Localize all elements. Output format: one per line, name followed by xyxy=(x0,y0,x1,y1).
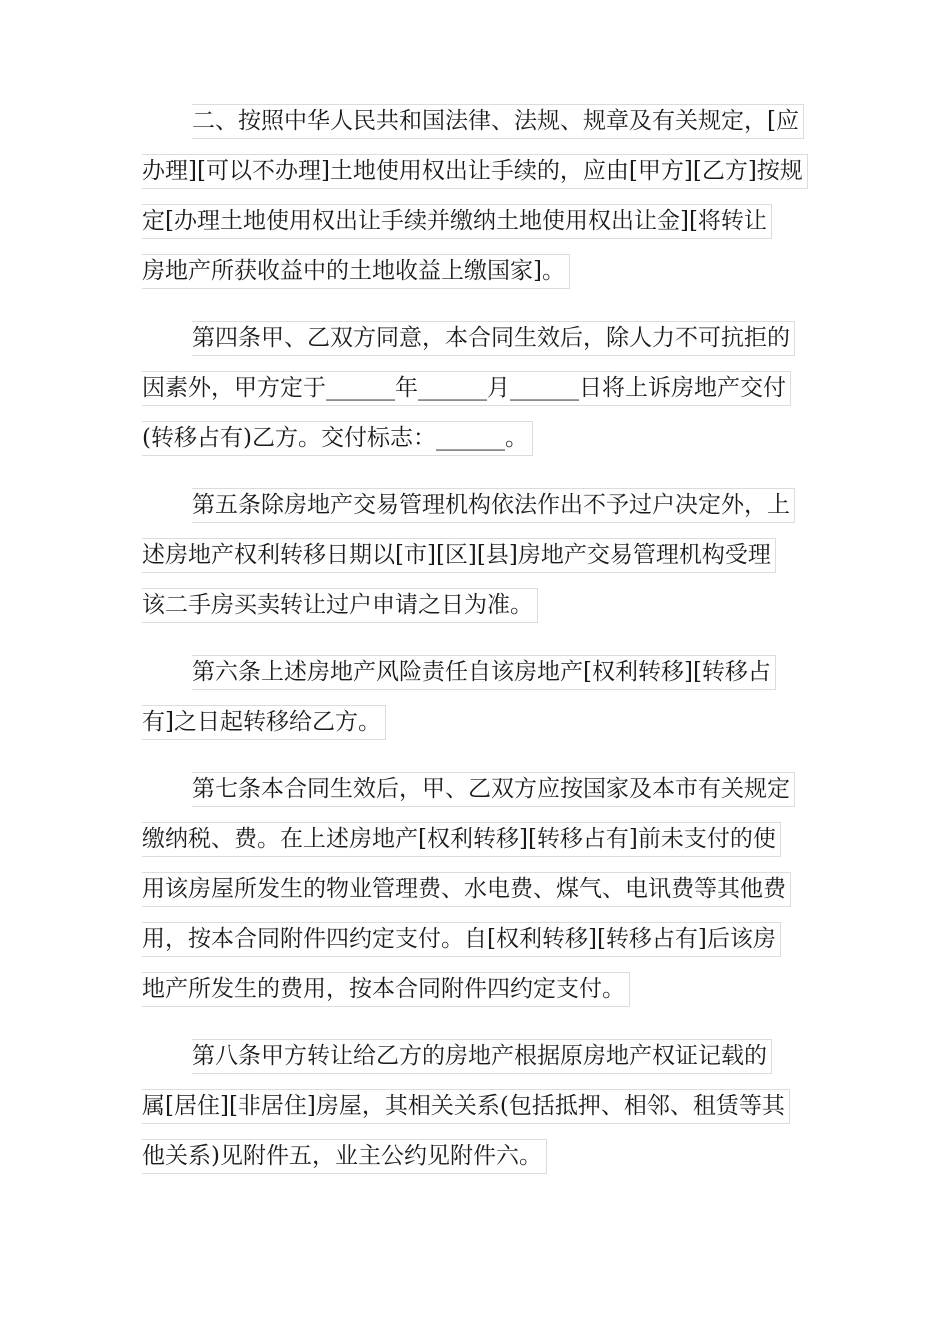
text-line: 第七条本合同生效后，甲、乙双方应按国家及本市有关规定 xyxy=(142,763,822,813)
paragraph-article-5 xyxy=(142,479,822,629)
paragraph-article-7 xyxy=(142,763,822,1013)
text-line: 述房地产权利转移日期以[市][区][县]房地产交易管理机构受理 xyxy=(142,529,822,579)
text-line: 房地产所获收益中的土地收益上缴国家]。 xyxy=(142,245,822,295)
text-line: 有]之日起转移给乙方。 xyxy=(142,696,822,746)
text-line: 第五条除房地产交易管理机构依法作出不予过户决定外，上 xyxy=(142,479,822,529)
text-line: 用，按本合同附件四约定支付。自[权利转移][转移占有]后该房 xyxy=(142,913,822,963)
text-line: 第四条甲、乙双方同意，本合同生效后，除人力不可抗拒的 xyxy=(142,312,822,362)
paragraph-land-use-rights xyxy=(142,95,822,295)
paragraph-article-8 xyxy=(142,1030,822,1180)
text-line: 因素外，甲方定于______年______月______日将上诉房地产交付 xyxy=(142,362,822,412)
text-line: 属[居住][非居住]房屋，其相关关系(包括抵押、相邻、租赁等其 xyxy=(142,1080,822,1130)
text-line: (转移占有)乙方。交付标志：______。 xyxy=(142,412,822,462)
text-line: 二、按照中华人民共和国法律、法规、规章及有关规定，[应 xyxy=(142,95,822,145)
text-line: 第六条上述房地产风险责任自该房地产[权利转移][转移占 xyxy=(142,646,822,696)
text-line: 第八条甲方转让给乙方的房地产根据原房地产权证记载的 xyxy=(142,1030,822,1080)
text-line: 该二手房买卖转让过户申请之日为准。 xyxy=(142,579,822,629)
text-line: 定[办理土地使用权出让手续并缴纳土地使用权出让金][将转让 xyxy=(142,195,822,245)
text-line: 缴纳税、费。在上述房地产[权利转移][转移占有]前未支付的使 xyxy=(142,813,822,863)
paragraph-article-6 xyxy=(142,646,822,746)
text-line: 地产所发生的费用，按本合同附件四约定支付。 xyxy=(142,963,822,1013)
text-line: 办理][可以不办理]土地使用权出让手续的，应由[甲方][乙方]按规 xyxy=(142,145,822,195)
text-line: 用该房屋所发生的物业管理费、水电费、煤气、电讯费等其他费 xyxy=(142,863,822,913)
paragraph-article-4 xyxy=(142,312,822,462)
text-line: 他关系)见附件五，业主公约见附件六。 xyxy=(142,1130,822,1180)
